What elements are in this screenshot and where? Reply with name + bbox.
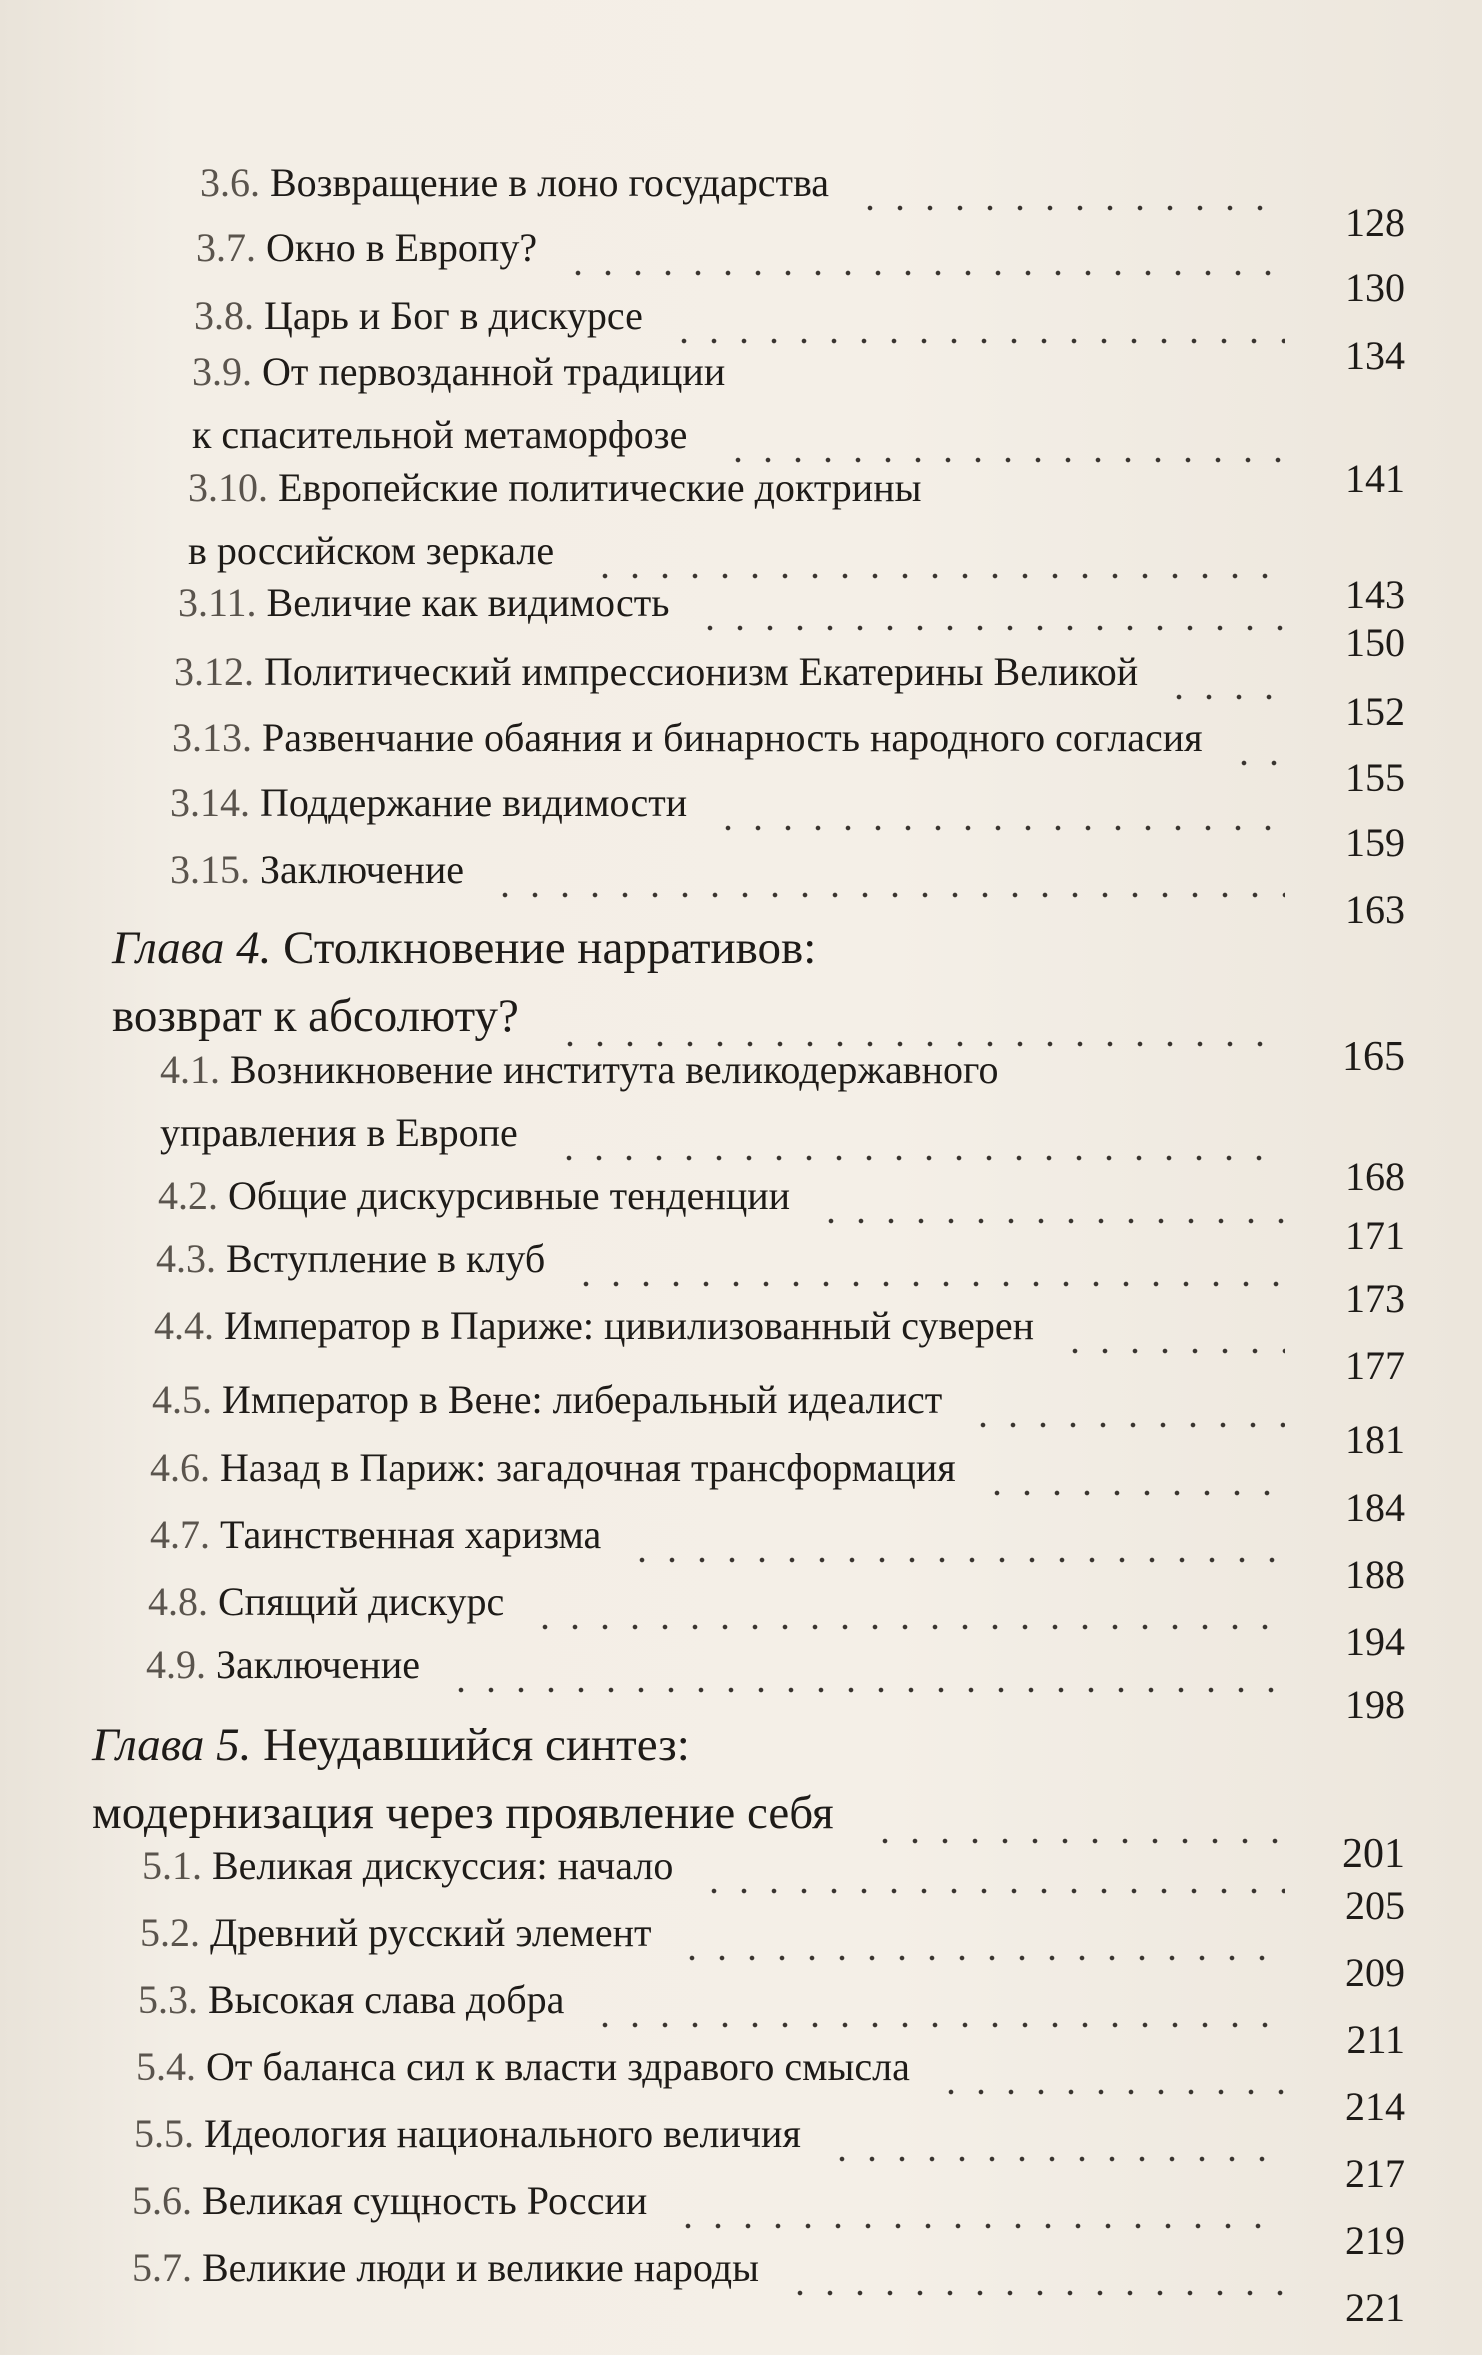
leader-dots	[982, 1490, 1285, 1496]
page-number: 205	[1345, 1883, 1405, 1928]
leader-dots	[936, 2089, 1285, 2095]
leader-dots	[554, 1155, 1285, 1161]
leader-dots	[530, 1624, 1285, 1630]
leader-dots	[1229, 760, 1285, 766]
leader-dots	[590, 2022, 1285, 2028]
toc-entry	[156, 1236, 1405, 1321]
section-number: 5.7.	[132, 2245, 192, 2290]
page-number: 163	[1345, 887, 1405, 932]
section-number: 3.13.	[172, 715, 252, 760]
section-number: 5.5.	[134, 2111, 194, 2156]
page-number: 171	[1345, 1213, 1405, 1258]
section-number: 4.9.	[146, 1642, 206, 1687]
entry-title-line: Окно в Европу?	[266, 225, 538, 270]
leader-dots	[855, 205, 1285, 211]
toc-entry	[148, 1579, 1405, 1664]
page-number: 198	[1345, 1682, 1405, 1727]
section-number: 4.5.	[152, 1377, 212, 1422]
toc-entry	[146, 1642, 1405, 1727]
section-number: 3.8.	[194, 293, 254, 338]
section-number: 4.2.	[158, 1173, 218, 1218]
entry-title-line: Европейские политические доктрины	[278, 465, 922, 510]
entry-title-line: Идеология национального величия	[204, 2111, 801, 2156]
page-number: 155	[1345, 755, 1405, 800]
entry-title-line: Великая дискуссия: начало	[212, 1843, 674, 1888]
entry-title-line: Таинственная харизма	[220, 1512, 602, 1557]
page-number: 130	[1345, 265, 1405, 310]
page-number: 168	[1345, 1154, 1405, 1199]
toc-entry	[150, 1512, 1405, 1597]
page-number: 165	[1342, 1034, 1405, 1080]
toc-entry	[172, 715, 1405, 800]
section-number: 5.6.	[132, 2178, 192, 2223]
section-number: 4.3.	[156, 1236, 216, 1281]
entry-title-line: Великие люди и великие народы	[202, 2245, 759, 2290]
toc-entry	[140, 1910, 1405, 1995]
toc-entry	[132, 2245, 1405, 2330]
page-number: 181	[1345, 1417, 1405, 1462]
page-number: 173	[1345, 1276, 1405, 1321]
leader-dots	[695, 625, 1285, 631]
entry-title-line: Заключение	[260, 847, 464, 892]
section-number: 5.4.	[136, 2044, 196, 2089]
entry-title-line: модернизация через проявление себя	[92, 1787, 834, 1839]
leader-dots	[1164, 694, 1285, 700]
section-number: 4.8.	[148, 1579, 208, 1624]
leader-dots	[785, 2290, 1285, 2296]
section-number: 4.4.	[154, 1303, 214, 1348]
toc-entry	[170, 780, 1405, 865]
entry-title-line: Политический импрессионизм Екатерины Великой	[264, 649, 1139, 694]
leader-dots	[677, 1955, 1285, 1961]
page-number: 150	[1345, 620, 1405, 665]
section-number: 3.7.	[196, 225, 256, 270]
section-number: 4.6.	[150, 1445, 210, 1490]
entry-title-line: Древний русский элемент	[210, 1910, 652, 1955]
entry-title-line: Высокая слава добра	[208, 1977, 565, 2022]
leader-dots	[827, 2156, 1285, 2162]
toc-entry	[154, 1303, 1405, 1388]
page-number: 141	[1345, 456, 1405, 501]
toc-entry	[138, 1977, 1405, 2062]
entry-title-line: Неудавшийся синтез:	[263, 1719, 690, 1771]
entry-title-line: Возвращение в лоно государства	[270, 160, 830, 205]
entry-title-line: Назад в Париж: загадочная трансформация	[220, 1445, 956, 1490]
toc-entry	[174, 649, 1405, 734]
page-number: 143	[1345, 572, 1405, 617]
entry-title-line: возврат к абсолюту?	[112, 990, 519, 1042]
page-number: 134	[1345, 333, 1405, 378]
leader-dots	[1060, 1348, 1285, 1354]
page-number: 221	[1345, 2285, 1405, 2330]
page-number: 159	[1345, 820, 1405, 865]
page-number: 214	[1345, 2084, 1405, 2129]
section-number: 3.9.	[192, 349, 252, 394]
toc-entry	[158, 1173, 1405, 1258]
page-number: 188	[1345, 1552, 1405, 1597]
leader-dots	[571, 1281, 1285, 1287]
page-number: 209	[1345, 1950, 1405, 1995]
page-number: 177	[1345, 1343, 1405, 1388]
toc-entry	[136, 2044, 1405, 2129]
leader-dots	[490, 892, 1285, 898]
section-number: 3.14.	[170, 780, 250, 825]
toc-entry	[152, 1377, 1405, 1462]
leader-dots	[870, 1838, 1285, 1844]
entry-title-line: Заключение	[216, 1642, 420, 1687]
entry-title-line: управления в Европе	[160, 1110, 518, 1155]
entry-title-line: Император в Вене: либеральный идеалист	[222, 1377, 943, 1422]
section-number: 5.2.	[140, 1910, 200, 1955]
entry-title-line: Развенчание обаяния и бинарность народного согласия	[262, 715, 1203, 760]
toc-entry	[132, 2178, 1405, 2263]
entry-title-line: Возникновение института великодержавного	[230, 1047, 999, 1092]
toc-entry	[178, 580, 1405, 665]
section-number: 4.1.	[160, 1047, 220, 1092]
leader-dots	[723, 457, 1285, 463]
leader-dots	[968, 1422, 1285, 1428]
page-number: 128	[1345, 200, 1405, 245]
toc-entry	[200, 160, 1405, 245]
entry-title-line: в российском зеркале	[188, 528, 555, 573]
entry-title-line: Царь и Бог в дискурсе	[264, 293, 643, 338]
section-number: 5.1.	[142, 1843, 202, 1888]
entry-title-line: Величие как видимость	[266, 580, 670, 625]
section-number: 3.6.	[200, 160, 260, 205]
entry-title-line: Вступление в клуб	[226, 1236, 546, 1281]
leader-dots	[563, 270, 1285, 276]
toc-entry	[150, 1445, 1405, 1530]
entry-title-line: Поддержание видимости	[260, 780, 688, 825]
section-number: 3.10.	[188, 465, 268, 510]
section-number: 4.7.	[150, 1512, 210, 1557]
entry-title-line: Спящий дискурс	[218, 1579, 505, 1624]
leader-dots	[713, 825, 1285, 831]
leader-dots	[816, 1218, 1285, 1224]
section-number: 3.12.	[174, 649, 254, 694]
page-number: 184	[1345, 1485, 1405, 1530]
entry-title-line: Император в Париже: цивилизованный суверен	[224, 1303, 1034, 1348]
toc-entry	[196, 225, 1405, 310]
entry-title-line: От баланса сил к власти здравого смысла	[206, 2044, 910, 2089]
leader-dots	[590, 573, 1285, 579]
section-number: 3.15.	[170, 847, 250, 892]
entry-title-line: Общие дискурсивные тенденции	[228, 1173, 791, 1218]
page-number: 211	[1346, 2017, 1405, 2062]
toc-entry	[142, 1843, 1405, 1928]
entry-title-line: Столкновение нарративов:	[283, 922, 817, 974]
leader-dots	[627, 1557, 1285, 1563]
chapter-label: Глава 4.	[112, 922, 272, 974]
entry-title-line: к спасительной метаморфозе	[192, 412, 688, 457]
section-number: 3.11.	[178, 580, 257, 625]
leader-dots	[669, 338, 1285, 344]
page-number: 219	[1345, 2218, 1405, 2263]
page-number: 217	[1345, 2151, 1405, 2196]
toc-entry	[134, 2111, 1405, 2196]
page-number: 201	[1342, 1831, 1405, 1877]
section-number: 5.3.	[138, 1977, 198, 2022]
page-number: 152	[1345, 689, 1405, 734]
entry-title-line: Великая сущность России	[202, 2178, 648, 2223]
leader-dots	[699, 1888, 1285, 1894]
toc-entry	[170, 847, 1405, 932]
entry-title-line: От первозданной традиции	[262, 349, 726, 394]
page-number: 194	[1345, 1619, 1405, 1664]
leader-dots	[446, 1687, 1285, 1693]
chapter-label: Глава 5.	[92, 1719, 252, 1771]
leader-dots	[673, 2223, 1285, 2229]
